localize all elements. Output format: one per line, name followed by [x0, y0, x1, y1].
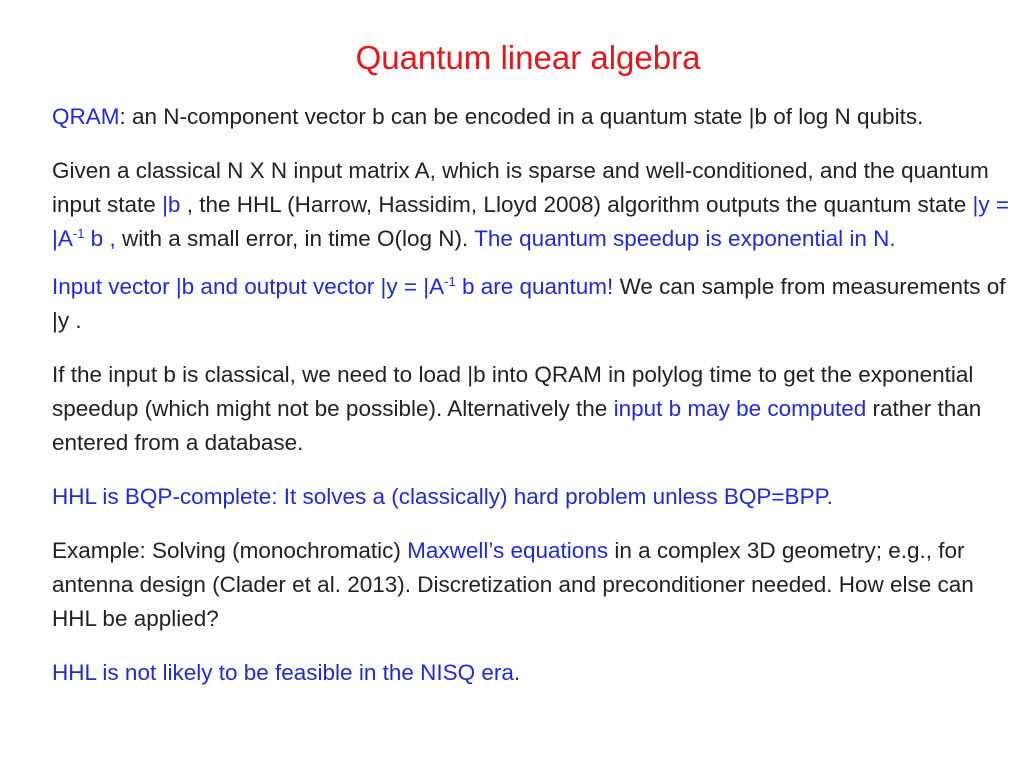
text-run: If the input b is classical, we need to load |b into QRAM in polylog time to get the exponential speedup (which might not be possible). Alternatively the [52, 362, 974, 421]
text-run: We can sample from measurements of |y . [52, 274, 1006, 333]
text-run: . [513, 660, 521, 685]
paragraph-maxwell-example [52, 534, 1012, 636]
text-run: rather than entered from a database. [52, 396, 982, 455]
paragraph-bqp-complete [52, 480, 1012, 514]
slide-title: Quantum linear algebra [355, 39, 701, 76]
paragraph-qram [52, 100, 1012, 134]
text-run: : an N-component vector b can be encoded in a quantum state |b of log N qubits. [119, 104, 924, 129]
text-run: Maxwell’s equations [407, 538, 609, 563]
paragraph-classical-input [52, 358, 1012, 460]
text-run: Input vector |b and output vector |y = |A [52, 274, 445, 299]
text-run: Given a classical N X N input matrix A, which is sparse and well-conditioned, and the quantum input state [52, 158, 989, 217]
text-run: , the HHL (Harrow, Hassidim, Lloyd 2008) algorithm outputs the quantum state [186, 192, 973, 217]
paragraph-quantum-io [52, 270, 1012, 338]
text-run: |b [162, 192, 187, 217]
text-run: Example: Solving (monochromatic) [52, 538, 408, 563]
text-run: in a complex 3D geometry; e.g., for antenna design (Clader et al. 2013). Discretization and preconditioner needed. How else can HHL be applied? [52, 538, 974, 631]
paragraph-hhl-algorithm [52, 154, 1012, 256]
slide-body [52, 100, 1012, 690]
paragraph-nisq [52, 656, 1012, 690]
text-run: b , [84, 226, 116, 251]
text-run: QRAM [52, 104, 120, 129]
text-run: b are quantum! [455, 274, 614, 299]
text-run: input b may be computed [613, 396, 867, 421]
text-run: with a small error, in time O(log N). [115, 226, 475, 251]
text-run: HHL is not likely to be feasible in the NISQ era [52, 660, 514, 685]
superscript: -1 [72, 226, 85, 241]
superscript: -1 [444, 274, 456, 289]
text-run: |y = |A [52, 192, 1009, 251]
text-run: HHL is BQP-complete: It solves a (classically) hard problem unless BQP=BPP. [52, 484, 833, 509]
text-run: The quantum speedup is exponential in N. [474, 226, 896, 251]
